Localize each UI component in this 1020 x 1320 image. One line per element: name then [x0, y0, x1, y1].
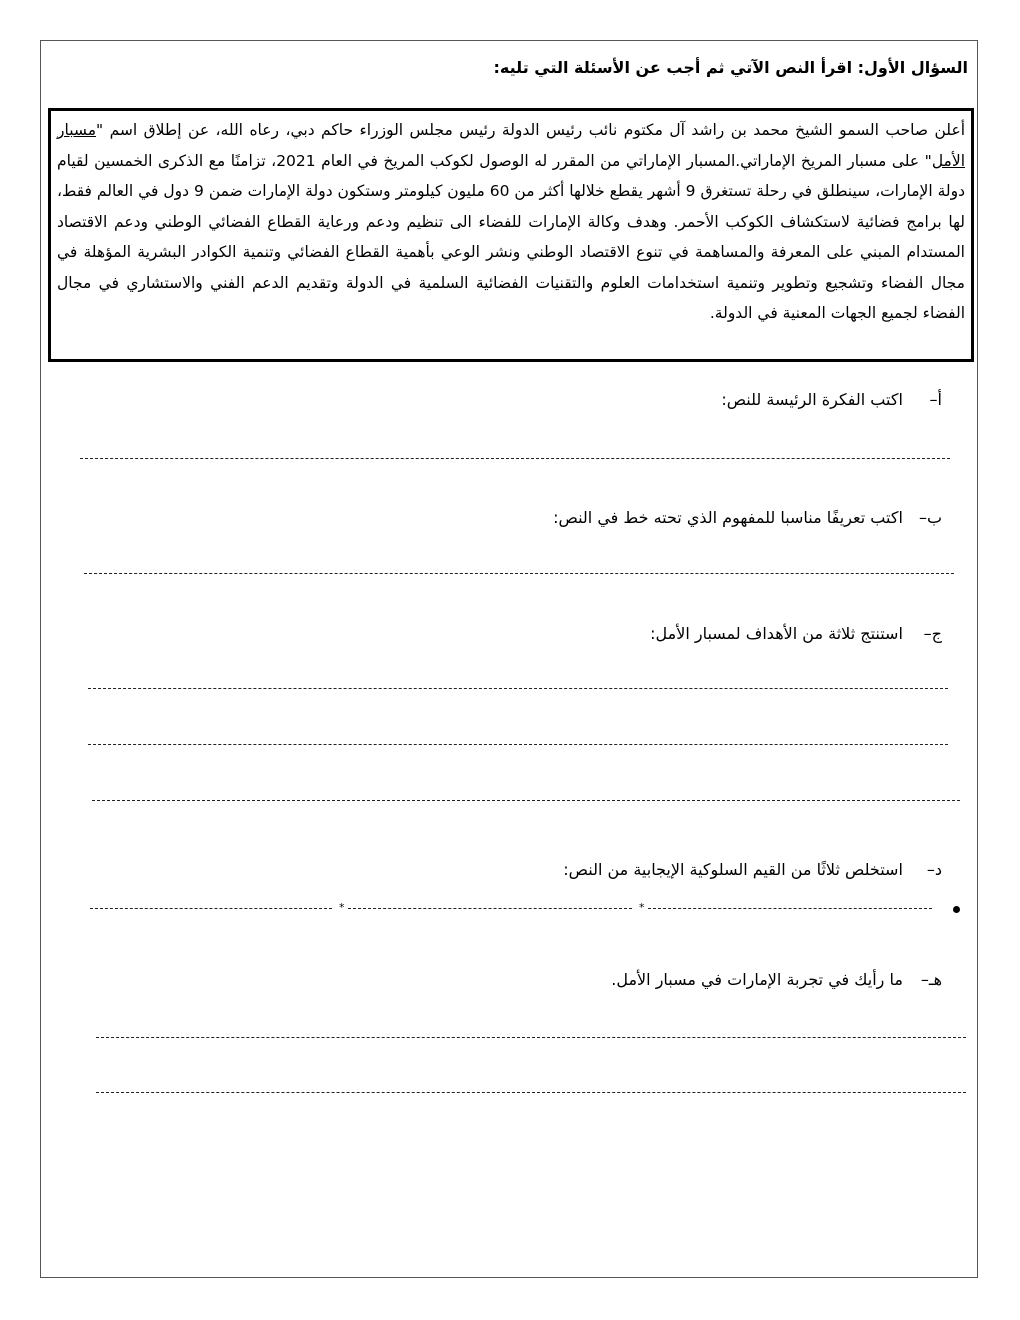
question-c-text: استنتج ثلاثة من الأهداف لمسبار الأمل:: [650, 624, 903, 643]
question-c: [82, 624, 942, 643]
question-e-marker: هـ–: [920, 970, 942, 989]
question-a-text: اكتب الفكرة الرئيسة للنص:: [721, 390, 903, 409]
question-b-text: اكتب تعريفًا مناسبا للمفهوم الذي تحته خط في النص:: [553, 508, 903, 527]
answer-blank-d1[interactable]: [648, 908, 932, 909]
underlined-term: مسبار الأمل: [57, 121, 965, 170]
answer-blank-d3[interactable]: [90, 908, 332, 909]
question-d-text: استخلص ثلاثًا من القيم السلوكية الإيجابية من النص:: [563, 860, 903, 879]
question-b: [82, 508, 942, 527]
question-a: [82, 390, 942, 409]
question-c-marker: ج–: [923, 624, 942, 643]
question-a-marker: أ–: [929, 390, 942, 409]
passage-box: [48, 108, 974, 362]
answer-line-e1[interactable]: [96, 1037, 966, 1038]
question-b-marker: ب–: [918, 508, 942, 527]
answer-line-e2[interactable]: [96, 1092, 966, 1093]
passage-part-1: أعلن صاحب السمو الشيخ محمد بن راشد آل مكتوم نائب رئيس الدولة رئيس مجلس الوزراء حاكم دبي، رعاه الله، عن إطلاق اسم ": [96, 121, 965, 139]
question-d-marker: د–: [926, 860, 942, 879]
bullet-icon: [953, 906, 960, 913]
answer-line-a[interactable]: [80, 458, 950, 459]
question-e: [82, 970, 942, 989]
question-title: السؤال الأول: اقرأ النص الآتي ثم أجب عن الأسئلة التي تليه:: [493, 58, 968, 77]
passage-part-2: " على مسبار المريخ الإماراتي.المسبار الإماراتي من المقرر له الوصول لكوكب المريخ في العام 2021، تزامنًا مع الذكرى الخمسين لقيام دولة الإمارات، سينطلق في رحلة تستغرق 9 أشهر يقطع خلالها أكثر من 60 مليون كيلومتر وستكون دولة الإمارات ضمن 9 دول في العالم فقط، لها برامج فضائية لاستكشاف الكوكب الأحمر. وهدف وكالة الإمارات للفضاء الى تنظيم ودعم ورعاية القطاع الفضائي الوطني ودعم الاقتصاد المستدام المبني على المعرفة والمساهمة في تنوع الاقتصاد الوطني ونشر الوعي بأهمية القطاع الفضائي وتنمية الكوادر البشرية المؤهلة في مجال الفضاء وتشجيع وتطوير وتنمية استخدامات العلوم والتقنيات الفضائية السلمية في الدولة وتقديم الدعم الفني والاستشاري في مجال الفضاء لجميع الجهات المعنية في الدولة.: [57, 151, 966, 322]
answer-line-c3[interactable]: [92, 800, 960, 801]
answer-blank-d2[interactable]: [348, 908, 632, 909]
answer-line-c2[interactable]: [88, 744, 948, 745]
passage-text: [57, 115, 965, 329]
question-e-text: ما رأيك في تجربة الإمارات في مسبار الأمل.: [611, 970, 903, 989]
question-d: [82, 860, 942, 879]
separator-star-2: *: [339, 901, 345, 914]
answer-line-c1[interactable]: [88, 688, 948, 689]
answer-line-b[interactable]: [84, 573, 954, 574]
separator-star-1: *: [639, 901, 645, 914]
